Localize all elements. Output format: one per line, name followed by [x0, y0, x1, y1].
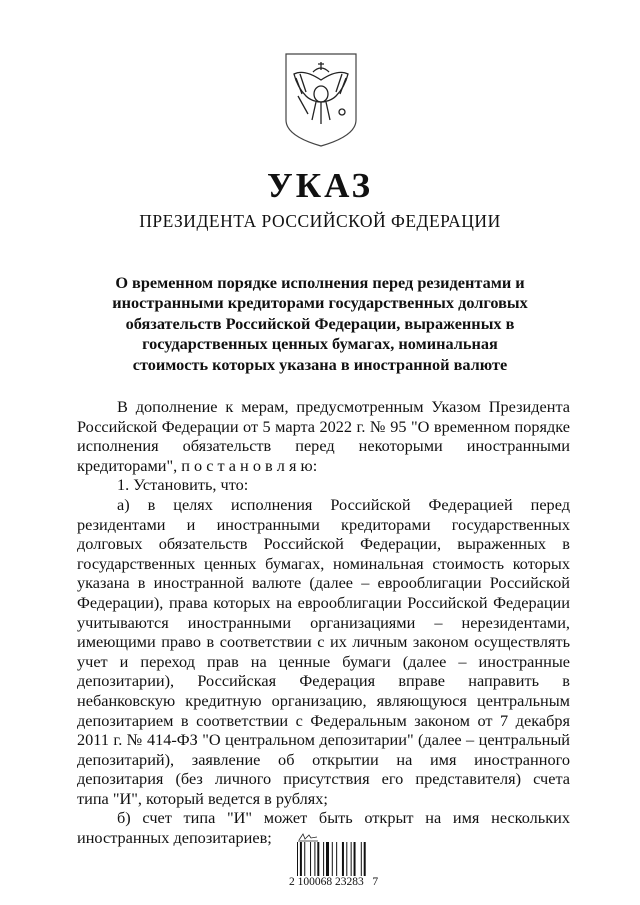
- body-line: 1. Установить, что:: [117, 475, 249, 495]
- body-line: имеющими право в соответствии с их личным законом осуществлять: [77, 632, 570, 652]
- body-line: указана в иностранной валюте (далее – еврооблигации Российской: [77, 573, 570, 593]
- body-line: депозитарий), заявление об открытии на имя иностранного: [77, 749, 570, 769]
- barcode-icon: [297, 842, 373, 876]
- body-line: резидентами и иностранными кредиторами государственных: [77, 514, 570, 534]
- barcode-bar: [326, 842, 329, 876]
- body-line: депозитарии), Российская Федерация вправе направить в: [77, 671, 570, 691]
- barcode-bar: [336, 842, 337, 876]
- body-line: Федерации), права которых на еврооблигации Российской Федерации: [77, 592, 570, 612]
- heading-line: О временном порядке исполнения перед резидентами и: [115, 273, 525, 292]
- barcode-bar: [304, 842, 305, 876]
- body-line: иностранных депозитариев;: [77, 828, 272, 848]
- body-line: исполнения обязательств перед некоторыми иностранными: [77, 436, 570, 456]
- barcode-bar: [323, 842, 324, 876]
- barcode-bar: [342, 842, 344, 876]
- barcode-bar: [297, 842, 298, 876]
- barcode-bar: [317, 842, 319, 876]
- decree-body: [77, 397, 570, 848]
- body-line: долговых обязательств Российской Федерации, выраженных в: [77, 534, 570, 554]
- decree-heading: [80, 273, 560, 375]
- heading-line: обязательств Российской Федерации, выраженных в: [125, 313, 515, 333]
- heading-line: иностранными кредиторами государственных долговых: [112, 293, 528, 313]
- barcode-bar: [346, 842, 347, 876]
- barcode-bar: [300, 842, 302, 876]
- barcode-bar: [310, 842, 311, 876]
- body-line: учет и переход прав на ценные бумаги (далее – иностранные: [77, 651, 570, 671]
- body-line: депозитарием в соответствии с Федеральным законом от 7 декабря: [77, 710, 570, 730]
- barcode-bar: [314, 842, 315, 876]
- barcode-bar: [354, 842, 356, 876]
- body-line: 2011 г. № 414-ФЗ "О центральном депозитарии" (далее – центральный: [77, 730, 570, 750]
- body-line: небанковскую кредитную организацию, являющуюся центральным: [77, 690, 570, 710]
- body-line: б) счет типа "И" может быть открыт на имя нескольких: [117, 808, 570, 828]
- heading-line: государственных ценных бумагах, номинальная: [142, 334, 498, 354]
- body-line: Российской Федерации от 5 марта 2022 г. № 95 "О временном порядке: [77, 416, 570, 436]
- barcode-bar: [351, 842, 352, 876]
- body-line: а) в целях исполнения Российской Федерацией перед: [117, 494, 570, 514]
- body-line: В дополнение к мерам, предусмотренным Указом Президента: [117, 397, 570, 416]
- document-title: УКАЗ: [267, 166, 373, 205]
- body-line: государственных ценных бумагах, номинальная стоимость которых: [77, 553, 570, 573]
- heading-line: стоимость которых указана в иностранной валюте: [132, 354, 508, 374]
- barcode-number: 2 100068 23283 7: [289, 876, 379, 888]
- body-line: типа "И", который ведется в рублях;: [77, 788, 328, 808]
- coat-of-arms-icon: [282, 50, 360, 150]
- barcode-bar: [361, 842, 362, 876]
- signature-mark-icon: [297, 832, 319, 842]
- body-line: учитываются иностранными организациями – нерезидентами,: [77, 612, 570, 632]
- barcode-bar: [332, 842, 333, 876]
- body-line: кредиторами", п о с т а н о в л я ю:: [77, 455, 318, 475]
- body-line: депозитария (без личного присутствия его представителя) счета: [77, 769, 570, 789]
- barcode-bar: [364, 842, 366, 876]
- document-subtitle: ПРЕЗИДЕНТА РОССИЙСКОЙ ФЕДЕРАЦИИ: [139, 211, 501, 231]
